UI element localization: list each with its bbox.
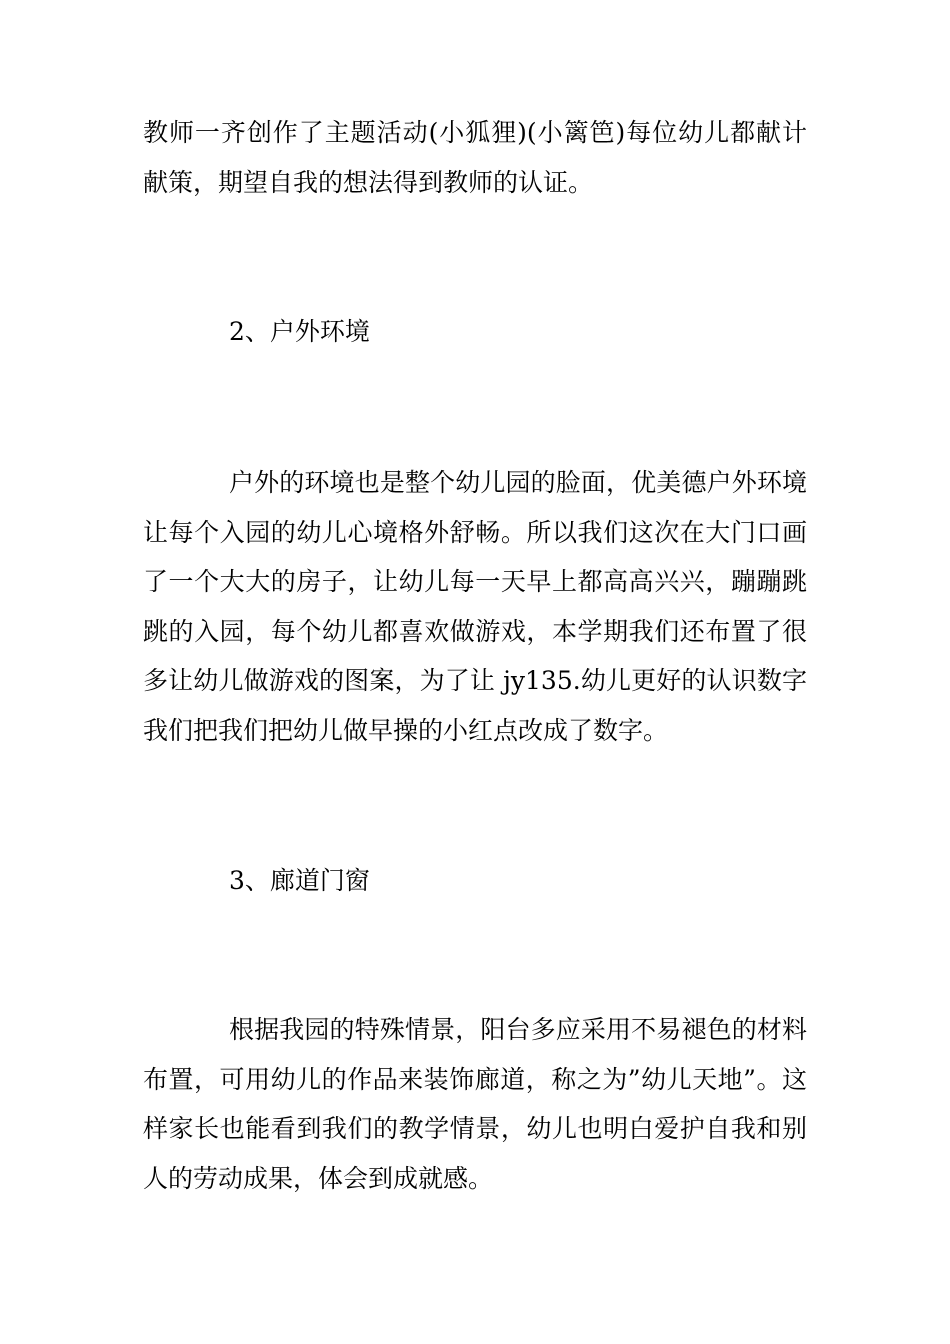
section-heading-outdoor-environment: 2、户外环境 [229, 317, 370, 346]
paragraph-continuation: 教师一齐创作了主题活动(小狐狸)(小篱笆)每位幼儿都献计献策，期望自我的想法得到教师的认证。 [143, 118, 807, 197]
paragraph-outdoor-environment: 户外的环境也是整个幼儿园的脸面，优美德户外环境让每个入园的幼儿心境格外舒畅。所以我们这次在大门口画了一个大大的房子，让幼儿每一天早上都高高兴兴，蹦蹦跳跳的入园，每个幼儿都喜欢做游戏，本学期我们还布置了很多让幼儿做游戏的图案，为了让 jy135.幼儿更好的认识数字我们把我们把幼儿做早操的小红点改成了数字。 [143, 468, 807, 745]
section-heading-corridor-windows: 3、廊道门窗 [229, 866, 370, 895]
paragraph-corridor-windows: 根据我园的特殊情景，阳台多应采用不易褪色的材料布置，可用幼儿的作品来装饰廊道，称之为”幼儿天地”。这样家长也能看到我们的教学情景，幼儿也明白爱护自我和别人的劳动成果，体会到成就感。 [143, 1015, 807, 1193]
